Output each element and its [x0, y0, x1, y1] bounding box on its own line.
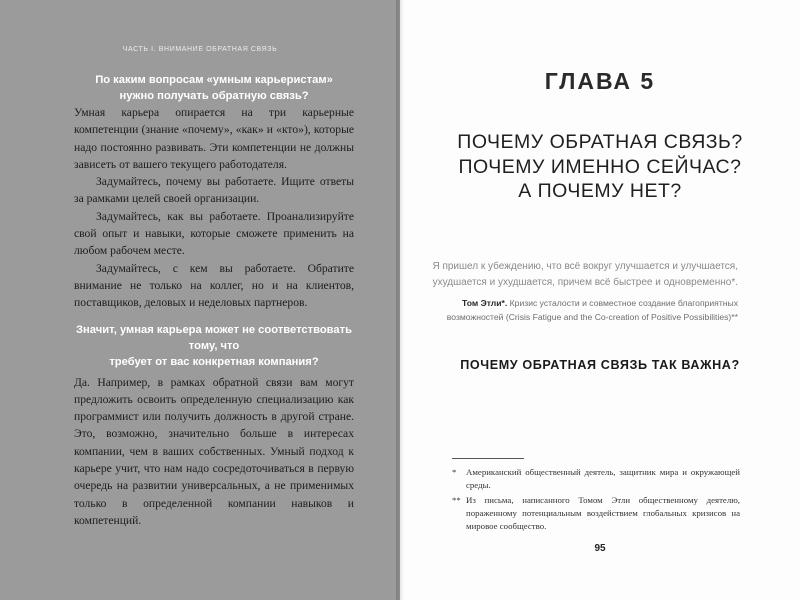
- chapter-title-line3: А ПОЧЕМУ НЕТ?: [518, 180, 682, 202]
- page-number: 95: [594, 543, 606, 554]
- left-paragraph-2: Задумайтесь, почему вы работаете. Ищите ответы за рамками целей своей организации.: [74, 175, 354, 206]
- left-paragraph-5: Да. Например, в рамках обратной связи вам могут предложить освоить определенную специализацию как программист или получить должность в другой стране. Это, возможно, значительно больше в интересах компании, чем в ваших собственных. Умный подход к карьере учит, что нам надо сосредоточиваться в первую очередь на развитии универсальных, а не применимых только в определенной компании навыков и компетенций.: [74, 375, 354, 527]
- left-paragraph-3: Задумайтесь, как вы работаете. Проанализируйте свой опыт и навыки, которые сможете применить на любом рабочем месте.: [74, 209, 354, 258]
- left-paragraph-4: Задумайтесь, с кем вы работаете. Обратите внимание не только на коллег, но и на клиентов, поставщиков, деловых и неделовых партнеров.: [74, 261, 354, 310]
- question-heading-1: [74, 72, 354, 104]
- question-heading-2: [74, 322, 354, 370]
- section-heading: ПОЧЕМУ ОБРАТНАЯ СВЯЗЬ ТАК ВАЖНА?: [460, 358, 740, 372]
- left-page-column: [74, 72, 354, 529]
- epigraph-attribution: [430, 297, 738, 324]
- footnote-divider: [452, 458, 524, 459]
- epigraph-author: Том Этли*.: [462, 298, 508, 308]
- question-heading-1-line1: По каким вопросам «умным карьеристам»: [95, 74, 333, 86]
- question-heading-2-line2: требует от вас конкретная компания?: [109, 355, 319, 368]
- chapter-title-line2: ПОЧЕМУ ИМЕННО СЕЙЧАС?: [458, 155, 742, 178]
- chapter-title-line1: ПОЧЕМУ ОБРАТНАЯ СВЯЗЬ?: [457, 131, 743, 153]
- footnote-marker: *: [452, 467, 457, 477]
- left-paragraph-1: Умная карьера опирается на три карьерные компетенции (знание «почему», «как» и «кто»), которые надо постоянно развивать. Эти компетенции не должны зависеть от вашего текущего работодателя.: [74, 106, 354, 171]
- question-heading-1-line2: нужно получать обратную связь?: [119, 90, 309, 102]
- footnote: [452, 494, 740, 533]
- footnote-text: Американский общественный деятель, защитник мира и окружающей среды.: [466, 467, 740, 490]
- footnote: [452, 466, 740, 492]
- footnotes: [452, 466, 740, 535]
- epigraph: Я пришел к убеждению, что всё вокруг улучшается и улучшается, ухудшается и ухудшается, причем всё быстрее и одновременно*.: [432, 261, 738, 288]
- footnote-text: Из письма, написанного Томом Этли общественному деятелю, пораженному потенциальным воздействием глобальных кризисов на мировое сообщество.: [466, 495, 740, 531]
- chapter-title: [400, 130, 800, 204]
- question-heading-2-line1: Значит, умная карьера может не соответствовать тому, что: [76, 323, 352, 352]
- running-head: ЧАСТЬ I. ВНИМАНИЕ ОБРАТНАЯ СВЯЗЬ: [122, 46, 278, 53]
- chapter-label: ГЛАВА 5: [544, 68, 656, 94]
- epigraph-source: Кризис усталости и совместное создание благоприятных возможностей (Crisis Fatigue and the Co-creation of Positive Possibilities)**: [446, 298, 738, 322]
- footnote-marker: **: [452, 495, 461, 505]
